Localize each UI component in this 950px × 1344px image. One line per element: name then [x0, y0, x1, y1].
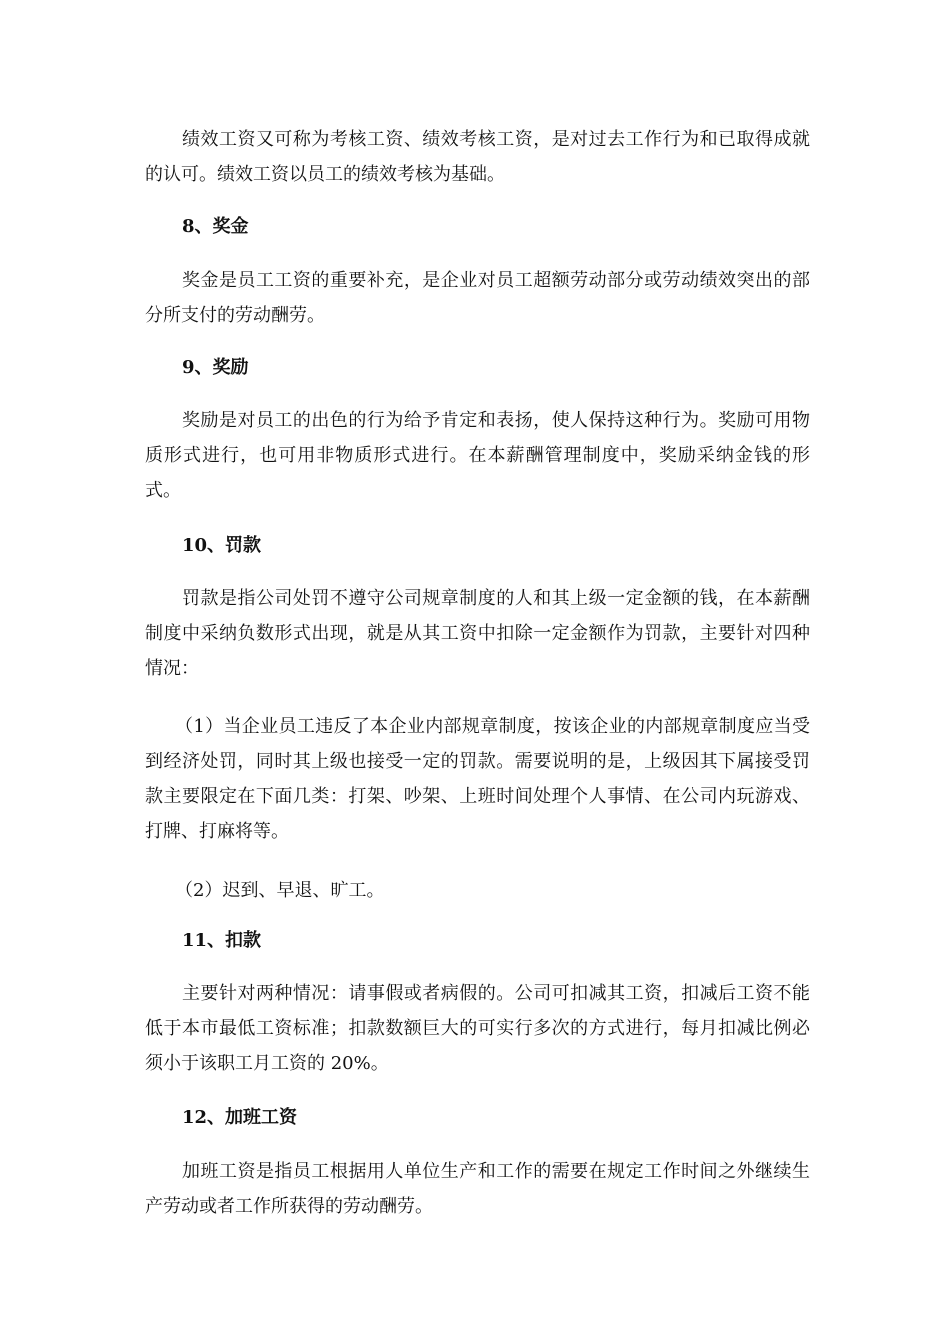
paragraph-reward: 奖励是对员工的出色的行为给予肯定和表扬，使人保持这种行为。奖励可用物质形式进行，也可用非物质形式进行。在本薪酬管理制度中，奖励采纳金钱的形式。	[145, 410, 810, 501]
heading-fine: 10、罚款	[182, 535, 262, 556]
heading-bonus: 8、奖金	[182, 216, 249, 237]
paragraph-fine-case-1: （1）当企业员工违反了本企业内部规章制度，按该企业的内部规章制度应当受到经济处罚，同时其上级也接受一定的罚款。需要说明的是，上级因其下属接受罚款主要限定在下面几类：打架、吵架、上班时间处理个人事情、在公司内玩游戏、打牌、打麻将等。	[145, 716, 810, 842]
paragraph-fine-case-2: （2）迟到、早退、旷工。	[175, 880, 385, 901]
heading-deduction: 11、扣款	[182, 930, 262, 951]
heading-reward: 9、奖励	[182, 357, 249, 378]
paragraph-deduction: 主要针对两种情况：请事假或者病假的。公司可扣减其工资，扣减后工资不能低于本市最低工资标准；扣款数额巨大的可实行多次的方式进行，每月扣减比例必须小于该职工月工资的 20%。	[145, 983, 810, 1074]
paragraph-performance-pay: 绩效工资又可称为考核工资、绩效考核工资，是对过去工作行为和已取得成就的认可。绩效工资以员工的绩效考核为基础。	[145, 129, 810, 185]
paragraph-bonus: 奖金是员工工资的重要补充，是企业对员工超额劳动部分或劳动绩效突出的部分所支付的劳动酬劳。	[145, 270, 810, 326]
heading-overtime-pay: 12、加班工资	[182, 1107, 298, 1128]
paragraph-overtime-pay: 加班工资是指员工根据用人单位生产和工作的需要在规定工作时间之外继续生产劳动或者工作所获得的劳动酬劳。	[145, 1161, 810, 1217]
paragraph-fine: 罚款是指公司处罚不遵守公司规章制度的人和其上级一定金额的钱，在本薪酬制度中采纳负数形式出现，就是从其工资中扣除一定金额作为罚款，主要针对四种情况：	[145, 588, 810, 679]
